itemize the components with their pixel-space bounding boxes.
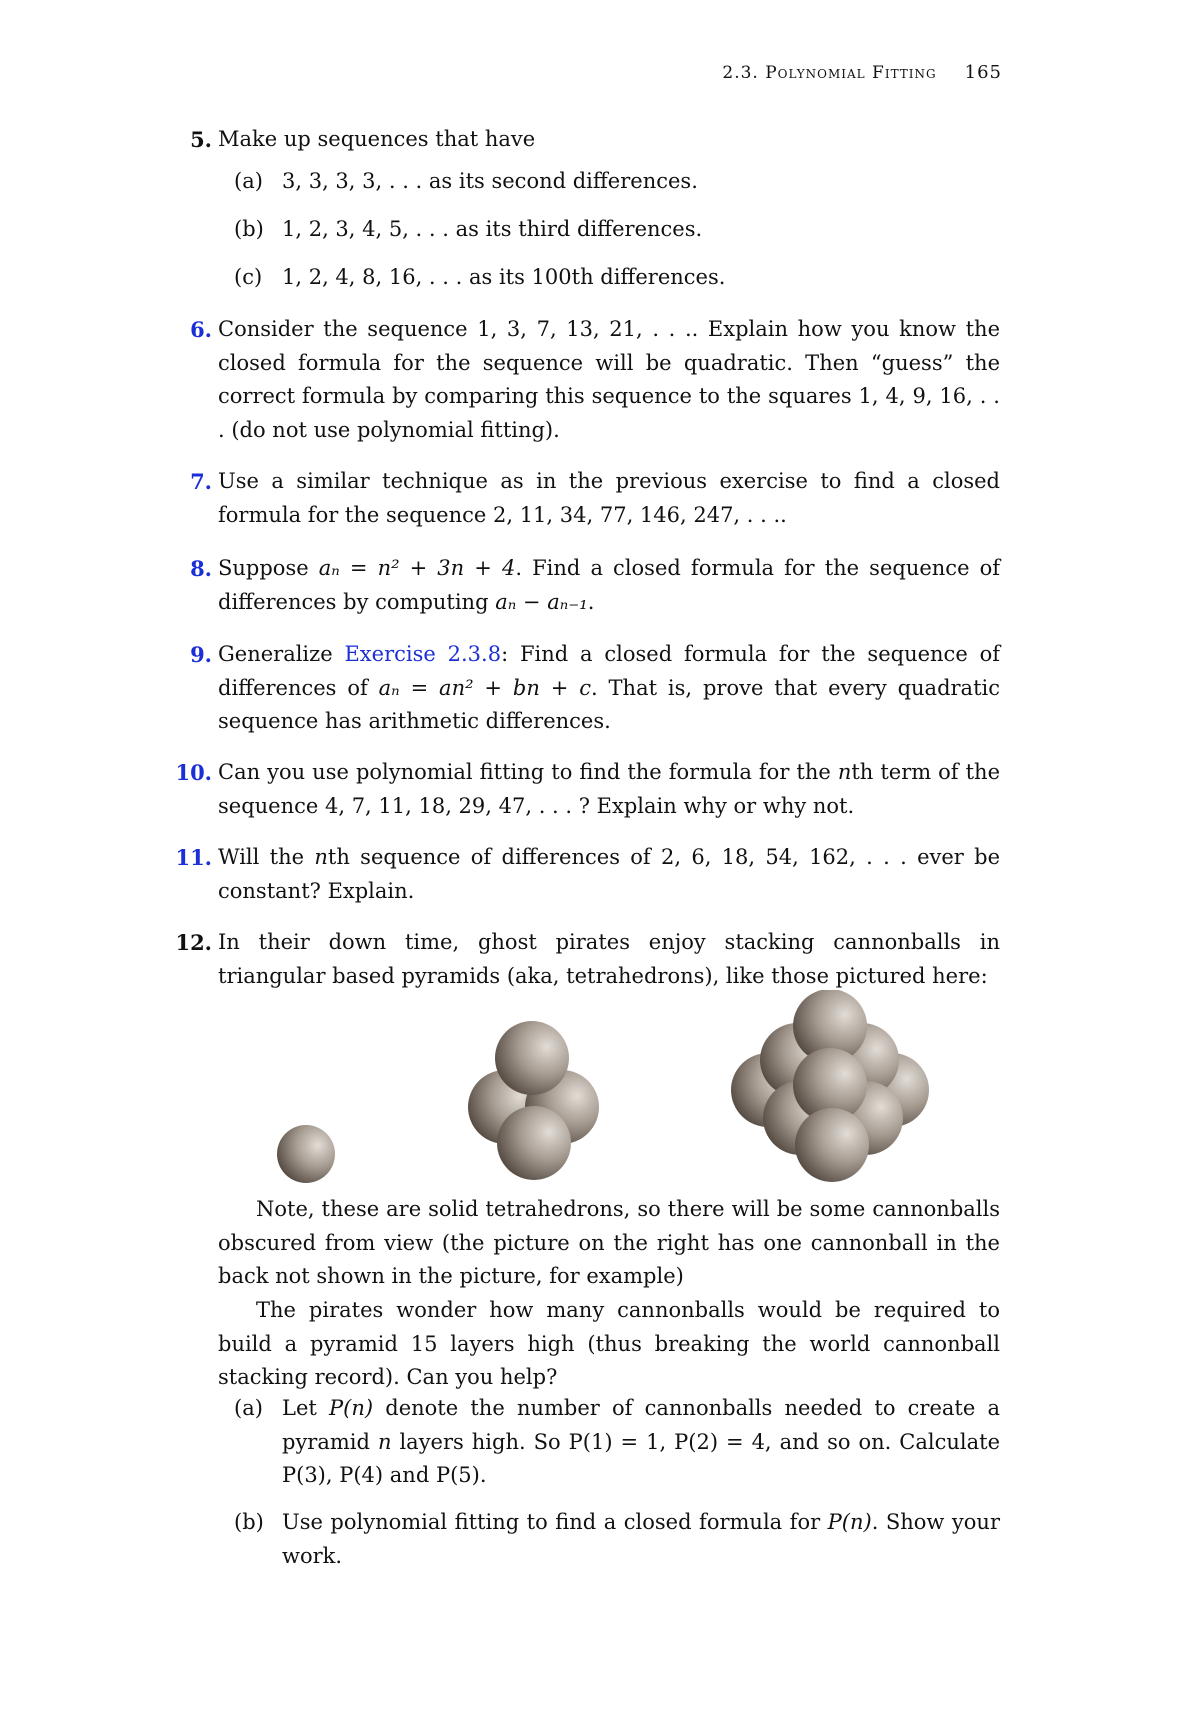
exercise-text: In their down time, ghost pirates enjoy stacking cannonballs in triangular based pyramids (aka, tetrahedrons), like those pictured here:	[218, 930, 1000, 988]
part-text: 3, 3, 3, 3, . . . as its second differences.	[282, 169, 698, 193]
pyramid-3-layers	[731, 990, 929, 1182]
math-expression: P(n)	[329, 1396, 374, 1420]
exercise-number[interactable]: 8.	[190, 556, 212, 581]
exercise-number[interactable]: 10.	[175, 760, 212, 785]
text-segment: .	[587, 589, 595, 614]
math-expression: n	[377, 1429, 392, 1454]
text-segment: th sequence of differences of 2, 6, 18, 54, 162, . . . ever be constant? Explain.	[218, 845, 1001, 903]
exercise-12-note: Note, these are solid tetrahedrons, so there will be some cannonballs obscured from view (the picture on the right has one cannonball in the back not shown in the picture, for example)	[218, 1197, 1000, 1288]
cannonball	[277, 1125, 335, 1183]
text-segment: th term of the sequence 4, 7, 11, 18, 29, 47, . . . ? Explain why or why not.	[218, 760, 1000, 818]
part-label: (b)	[234, 217, 264, 241]
text-segment: Generalize	[218, 642, 345, 666]
text-segment: : Find a closed formula for the sequence of differences of	[218, 642, 1000, 700]
exercise-text: Make up sequences that have	[218, 127, 536, 151]
page-number: 165	[964, 62, 1002, 83]
exercise-text	[218, 756, 1000, 823]
text-segment: Suppose	[218, 556, 319, 580]
text-segment: Will the	[218, 845, 315, 869]
part-label: (c)	[234, 265, 263, 289]
exercise-number: 12.	[175, 930, 212, 955]
math-expression: aₙ − aₙ₋₁	[495, 589, 588, 614]
text-segment: denote the number of cannonballs needed to create a pyramid	[282, 1396, 1000, 1454]
exercise-text: Use a similar technique as in the previous exercise to find a closed formula for the sequence 2, 11, 34, 77, 146, 247, . . ..	[218, 469, 1000, 527]
part-text	[282, 1392, 1000, 1493]
math-expression: n	[837, 760, 852, 784]
math-expression: aₙ = n² + 3n + 4	[318, 556, 516, 580]
pyramid-1-layer	[277, 1125, 335, 1183]
part-text: 1, 2, 4, 8, 16, . . . as its 100th differences.	[282, 265, 726, 289]
running-header	[722, 62, 1002, 83]
math-expression: P(n)	[827, 1510, 872, 1534]
text-segment: Use polynomial fitting to find a closed formula for	[282, 1510, 828, 1534]
section-title: 2.3. Polynomial Fitting	[722, 63, 937, 83]
exercise-number[interactable]: 9.	[190, 642, 212, 667]
part-label: (a)	[234, 169, 263, 193]
exercise-link[interactable]: Exercise 2.3.8	[344, 642, 502, 666]
text-segment: Can you use polynomial fitting to find the formula for the	[218, 760, 838, 784]
part-text	[282, 1506, 1000, 1573]
text-segment: . Show your work.	[282, 1510, 1000, 1568]
math-expression: aₙ = an² + bn + c	[378, 675, 591, 700]
cannonball	[495, 1021, 569, 1095]
pyramid-2-layers	[468, 1021, 599, 1180]
cannonball	[795, 1108, 869, 1182]
math-expression: n	[314, 845, 328, 869]
cannonball	[497, 1106, 571, 1180]
part-label: (a)	[234, 1396, 263, 1420]
exercise-number[interactable]: 7.	[190, 469, 212, 494]
exercise-text	[218, 638, 1000, 739]
exercise-12-question: The pirates wonder how many cannonballs would be required to build a pyramid 15 layers high (thus breaking the world cannonball stacking record). Can you help?	[218, 1298, 1000, 1389]
exercise-number[interactable]: 6.	[190, 317, 212, 342]
exercise-text	[218, 841, 1000, 908]
exercise-text	[218, 552, 1000, 619]
text-segment: layers high. So P(1) = 1, P(2) = 4, and so on. Calculate P(3), P(4) and P(5).	[282, 1429, 1000, 1487]
text-segment: Let	[282, 1396, 330, 1420]
text-segment: . Find a closed formula for the sequence of differences by computing	[218, 556, 1001, 614]
text-segment: . That is, prove that every quadratic sequence has arithmetic differences.	[218, 675, 1000, 733]
exercise-number: 5.	[190, 127, 212, 152]
part-text: 1, 2, 3, 4, 5, . . . as its third differences.	[282, 217, 703, 241]
exercise-number[interactable]: 11.	[175, 845, 212, 870]
exercise-text: Consider the sequence 1, 3, 7, 13, 21, . . .. Explain how you know the closed formula for the sequence will be quadratic. Then “guess” the correct formula by comparing this sequence to the squares 1, 4, 9, 16, . . . (do not use polynomial fitting).	[218, 317, 1000, 442]
part-label: (b)	[234, 1510, 264, 1534]
cannonball-pyramids-figure	[0, 990, 1200, 1190]
